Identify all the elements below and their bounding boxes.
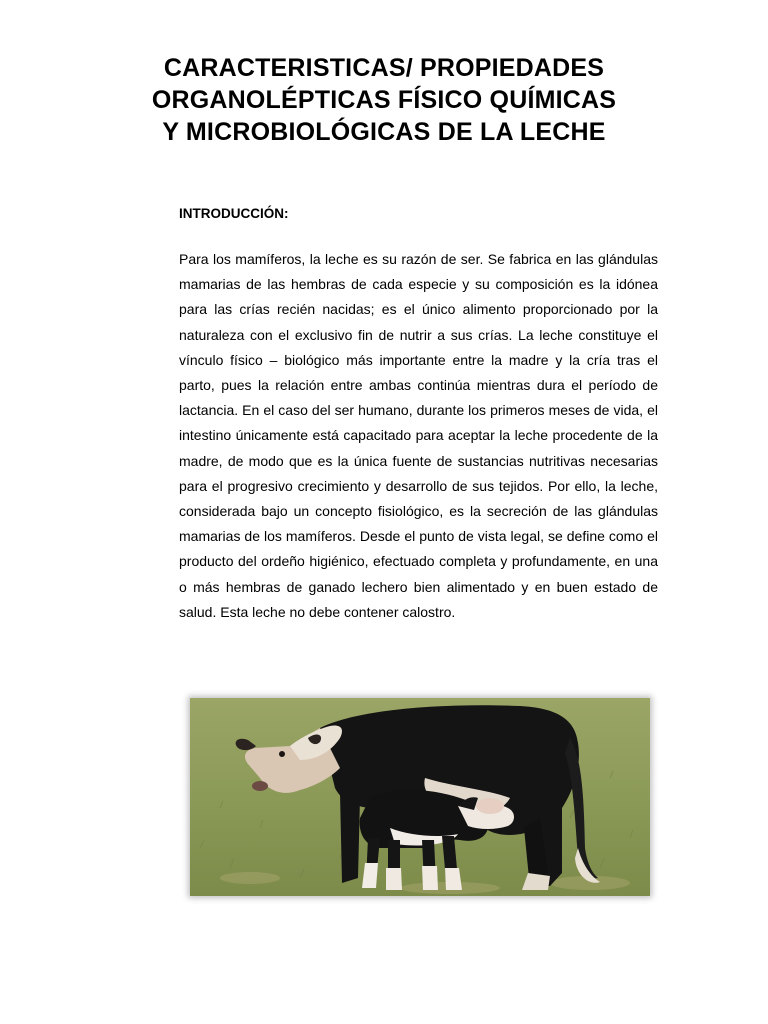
intro-paragraph: Para los mamíferos, la leche es su razón de ser. Se fabrica en las glándulas mamarias de las hembras de cada especie y su composición es la idónea para las crías recién nacidas; es el único alimento proporcionado por la naturaleza con el exclusivo fin de nutrir a sus crías. La leche constituye el vínculo físico – biológico más importante entre la madre y la cría tras el parto, pues la relación entre ambas continúa mientras dura el período de lactancia. En el caso del ser humano, durante los primeros meses de vida, el intestino únicamente está capacitado para aceptar la leche procedente de la madre, de modo que es la única fuente de sustancias nutritivas necesarias para el progresivo crecimiento y desarrollo de sus tejidos. Por ello, la leche, considerada bajo un concepto fisiológico, es la secreción de las glándulas mamarias de los mamíferos. Desde el punto de vista legal, se define como el producto del ordeño higiénico, efectuado completa y profundamente, en una o más hembras de ganado lechero bien alimentado y en buen estado de salud. Esta leche no debe contener calostro. <box>179 251 658 620</box>
title-line-1: CARACTERISTICAS/ PROPIEDADES <box>163 54 605 82</box>
cow-nursing-calf-photo <box>190 698 650 896</box>
section-heading-introduccion: INTRODUCCIÓN: <box>179 206 289 221</box>
cow-and-calf-photo <box>190 698 650 896</box>
title-line-3: Y MICROBIOLÓGICAS DE LA LECHE <box>162 118 606 146</box>
document-title <box>80 52 688 148</box>
title-line-2: ORGANOLÉPTICAS FÍSICO QUÍMICAS <box>151 86 617 114</box>
